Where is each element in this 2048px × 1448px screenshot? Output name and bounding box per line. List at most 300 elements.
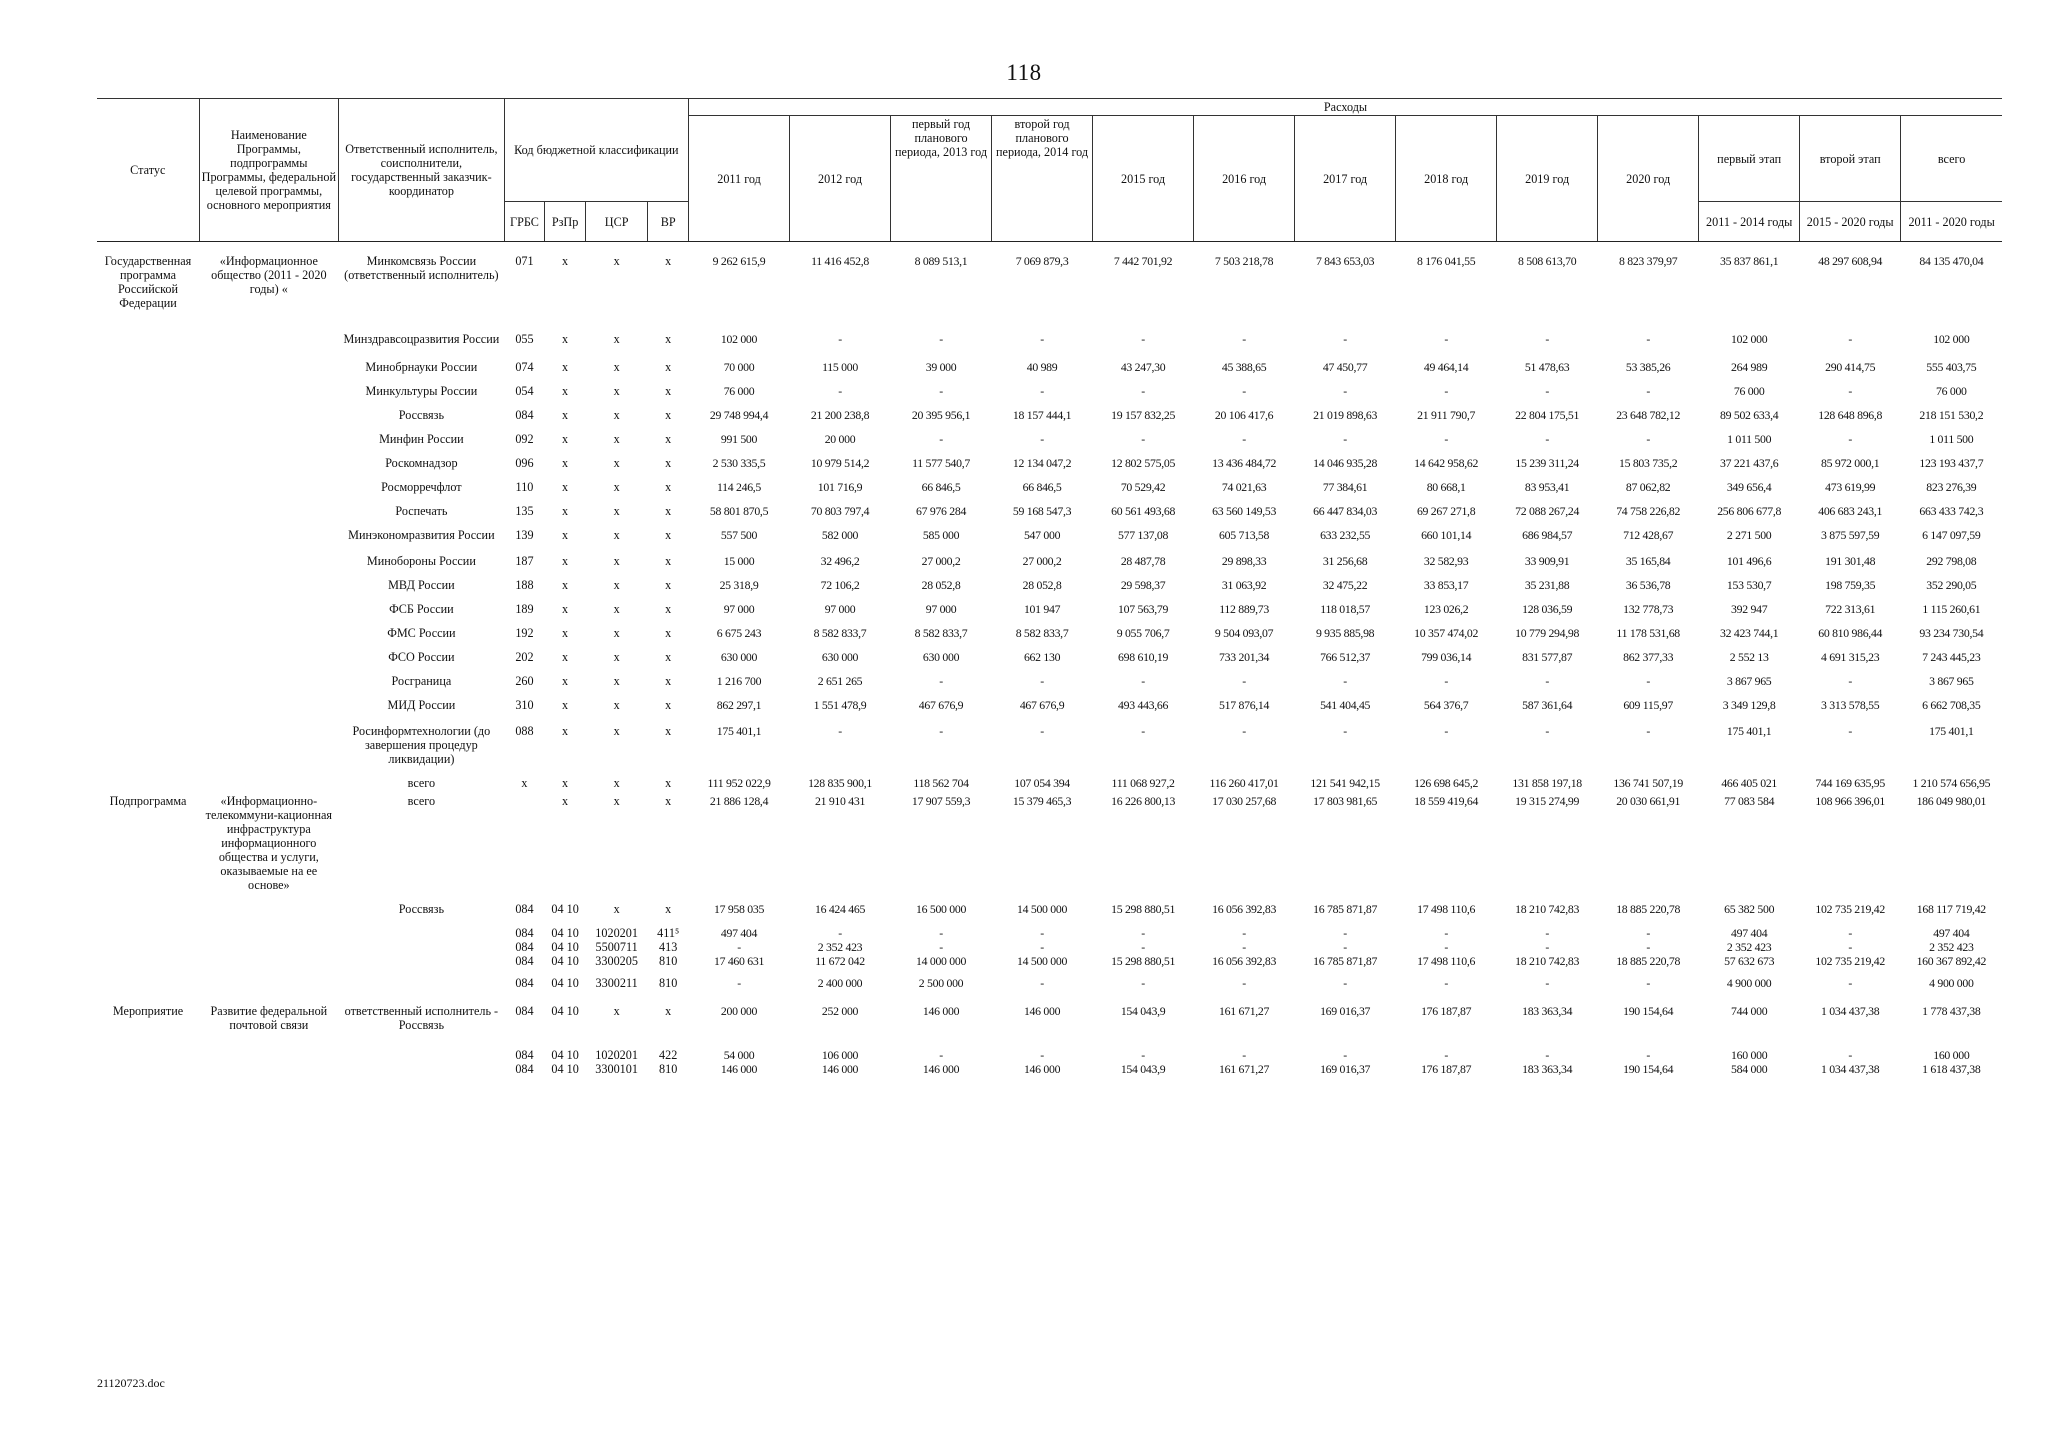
cell-value: 582 000 xyxy=(821,528,859,542)
cell-executor: МИД России xyxy=(387,698,456,712)
cell-rzpr: х xyxy=(562,776,569,790)
header-vr: ВР xyxy=(648,202,689,242)
cell-value: - xyxy=(1040,432,1044,446)
cell-value: 116 260 417,01 xyxy=(1209,776,1279,790)
cell-executor: Россвязь xyxy=(398,902,445,916)
header-year-2019: 2019 год xyxy=(1497,116,1598,242)
cell-value: 85 972 000,1 xyxy=(1821,456,1880,470)
cell-value: 11 178 531,68 xyxy=(1616,626,1680,640)
cell-name xyxy=(199,768,339,792)
cell-status xyxy=(97,570,199,594)
cell-value: 19 157 832,25 xyxy=(1111,408,1176,422)
cell-vr: 810 xyxy=(659,976,678,990)
cell-name xyxy=(199,618,339,642)
cell-value: 991 500 xyxy=(720,432,758,446)
cell-grbs: 084 084 084 xyxy=(515,926,534,968)
cell-value: 497 404 2 352 423 57 632 673 xyxy=(1724,926,1775,968)
cell-value: 16 424 465 xyxy=(814,902,866,916)
cell-name xyxy=(199,496,339,520)
header-year-2014: второй год планового периода, 2014 год xyxy=(992,116,1093,242)
cell-value: 118 562 704 xyxy=(913,776,969,790)
cell-value: - xyxy=(1646,432,1650,446)
cell-grbs: 187 xyxy=(515,554,534,568)
cell-value: 10 357 474,02 xyxy=(1414,626,1479,640)
table-row xyxy=(97,424,2002,448)
cell-name xyxy=(199,472,339,496)
cell-value: 8 582 833,7 xyxy=(813,626,867,640)
cell-executor xyxy=(339,918,505,970)
cell-value: - xyxy=(1141,332,1145,346)
cell-value: 744 169 635,95 xyxy=(1815,776,1885,790)
cell-value: 290 414,75 xyxy=(1825,360,1876,374)
cell-value: 36 536,78 xyxy=(1625,578,1671,592)
cell-value: - xyxy=(1343,384,1347,398)
table-row xyxy=(97,448,2002,472)
cell-value: 4 691 315,23 xyxy=(1821,650,1880,664)
cell-rzpr: х xyxy=(562,650,569,664)
cell-value: 630 000 xyxy=(720,650,758,664)
cell-value: 6 147 097,59 xyxy=(1922,528,1981,542)
cell-value: 392 947 xyxy=(1731,602,1768,616)
cell-value: 662 130 xyxy=(1023,650,1061,664)
cell-value: 21 200 238,8 xyxy=(810,408,870,422)
cell-value: 106 000 146 000 xyxy=(821,1048,859,1076)
cell-value: - xyxy=(1545,332,1549,346)
cell-value: 2 530 335,5 xyxy=(712,456,766,470)
table-row xyxy=(97,544,2002,570)
cell-value: - xyxy=(939,332,943,346)
cell-value: 27 000,2 xyxy=(1022,554,1062,568)
cell-vr: х xyxy=(665,902,672,916)
cell-grbs: 084 xyxy=(515,902,534,916)
cell-value: 14 642 958,62 xyxy=(1414,456,1479,470)
cell-value: 17 030 257,68 xyxy=(1212,794,1277,808)
cell-value: 115 000 xyxy=(822,360,858,374)
cell-value: 23 648 782,12 xyxy=(1616,408,1681,422)
cell-name xyxy=(199,918,339,970)
cell-grbs: 135 xyxy=(515,504,534,518)
cell-value: - xyxy=(1848,332,1853,346)
cell-value: 65 382 500 xyxy=(1724,902,1775,916)
header-budget-code: Код бюджетной классификации xyxy=(504,99,688,202)
cell-rzpr: х xyxy=(562,602,569,616)
cell-grbs: 084 xyxy=(515,408,534,422)
cell-value: 12 134 047,2 xyxy=(1012,456,1072,470)
cell-csr: х xyxy=(613,504,620,518)
cell-value: 102 000 xyxy=(1933,332,1970,346)
table-row xyxy=(97,970,2002,992)
header-year-2017: 2017 год xyxy=(1295,116,1396,242)
cell-value: 18 157 444,1 xyxy=(1012,408,1072,422)
cell-name xyxy=(199,894,339,918)
header-stage-2: второй этап xyxy=(1800,116,1901,202)
cell-value: 48 297 608,94 xyxy=(1818,254,1883,268)
cell-value: 107 054 394 xyxy=(1014,776,1070,790)
cell-value: 686 984,57 xyxy=(1522,528,1573,542)
header-executor: Ответственный исполнитель, соисполнители, государственный заказчик-координатор xyxy=(339,99,505,242)
cell-value: 2 651 265 xyxy=(817,674,863,688)
cell-csr: х xyxy=(613,480,620,494)
cell-executor xyxy=(339,970,505,992)
cell-rzpr: х xyxy=(562,674,569,688)
cell-value: 564 376,7 xyxy=(1423,698,1469,712)
cell-status xyxy=(97,970,199,992)
cell-executor: Минкультуры России xyxy=(365,384,478,398)
cell-rzpr: х xyxy=(562,504,569,518)
cell-executor: всего xyxy=(407,794,436,808)
cell-value: - 183 363,34 xyxy=(1522,1048,1573,1076)
cell-rzpr: х xyxy=(562,408,569,422)
header-csr: ЦСР xyxy=(585,202,647,242)
cell-value: 14 500 000 xyxy=(1017,902,1068,916)
cell-grbs: 310 xyxy=(515,698,534,712)
cell-vr: х xyxy=(665,650,672,664)
cell-value: 191 301,48 xyxy=(1825,554,1876,568)
cell-executor: Минкомсвязь России (ответственный исполнитель) xyxy=(344,254,499,282)
cell-value: 1 011 500 xyxy=(1727,432,1772,446)
cell-value: 76 000 xyxy=(1936,384,1967,398)
table-body xyxy=(97,242,2002,1079)
cell-value: 218 151 530,2 xyxy=(1919,408,1984,422)
cell-value: 200 000 xyxy=(720,1004,758,1018)
cell-value: 497 404 - 17 460 631 xyxy=(713,926,765,968)
cell-value: - xyxy=(939,432,943,446)
cell-value: - xyxy=(1141,976,1145,990)
cell-value: 292 798,08 xyxy=(1926,554,1977,568)
cell-value: 54 000 146 000 xyxy=(720,1048,758,1076)
cell-value: 2 552 13 xyxy=(1729,650,1769,664)
cell-value: - 146 000 xyxy=(922,1048,960,1076)
cell-value: 18 885 220,78 xyxy=(1616,902,1681,916)
cell-value: 32 496,2 xyxy=(820,554,860,568)
cell-value: 35 165,84 xyxy=(1625,554,1671,568)
cell-grbs: 189 xyxy=(515,602,534,616)
cell-value: - 146 000 xyxy=(1023,1048,1061,1076)
cell-status xyxy=(97,690,199,714)
table-row xyxy=(97,618,2002,642)
cell-value: 20 030 661,91 xyxy=(1616,794,1681,808)
cell-status: Государственная программа Российской Федерации xyxy=(104,254,192,310)
header-program-name: Наименование Программы, подпрограммы Программы, федеральной целевой программы, основного мероприятия xyxy=(199,99,339,242)
cell-value: 33 909,91 xyxy=(1524,554,1570,568)
cell-grbs: 084 084 xyxy=(515,1048,534,1076)
cell-value: 47 450,77 xyxy=(1322,360,1368,374)
cell-value: - xyxy=(1040,332,1044,346)
cell-value: - xyxy=(1242,384,1246,398)
cell-vr: х xyxy=(665,360,672,374)
cell-csr: х xyxy=(613,698,620,712)
cell-value: 16 500 000 xyxy=(916,902,967,916)
cell-rzpr: х xyxy=(562,528,569,542)
cell-value: - xyxy=(1343,432,1347,446)
cell-value: 20 000 xyxy=(824,432,856,446)
cell-value: - xyxy=(1545,724,1549,738)
table-row xyxy=(97,666,2002,690)
cell-vr: х xyxy=(665,724,672,738)
cell-name xyxy=(199,312,339,348)
cell-value: 18 210 742,83 xyxy=(1515,902,1580,916)
cell-rzpr: х xyxy=(562,384,569,398)
cell-status: Подпрограмма xyxy=(109,794,187,808)
cell-value: - xyxy=(1242,332,1246,346)
cell-value: - xyxy=(838,332,842,346)
cell-executor: Роспечать xyxy=(395,504,448,518)
cell-value: 43 247,30 xyxy=(1120,360,1166,374)
cell-value: 8 823 379,97 xyxy=(1618,254,1678,268)
cell-value: 633 232,55 xyxy=(1320,528,1371,542)
cell-value: 198 759,35 xyxy=(1825,578,1876,592)
cell-value: 557 500 xyxy=(720,528,758,542)
cell-value: - xyxy=(1646,724,1650,738)
cell-value: - 190 154,64 xyxy=(1623,1048,1674,1076)
cell-value: 77 083 584 xyxy=(1724,794,1775,808)
header-year-2012: 2012 год xyxy=(790,116,891,242)
cell-rzpr: х xyxy=(562,554,569,568)
cell-value: 13 436 484,72 xyxy=(1212,456,1277,470)
cell-value: 160 000 584 000 xyxy=(1731,1048,1768,1076)
cell-value: - 1 034 437,38 xyxy=(1821,1048,1880,1076)
cell-value: 32 475,22 xyxy=(1322,578,1368,592)
table-row xyxy=(97,792,2002,894)
cell-status xyxy=(97,666,199,690)
cell-value: 175 401,1 xyxy=(716,724,762,738)
cell-rzpr: х xyxy=(562,724,569,738)
cell-value: 8 089 513,1 xyxy=(914,254,968,268)
cell-executor: Минобороны России xyxy=(366,554,476,568)
table-row xyxy=(97,918,2002,970)
cell-vr: х xyxy=(665,528,672,542)
table-row xyxy=(97,690,2002,714)
cell-value: 175 401,1 xyxy=(1929,724,1974,738)
cell-rzpr: х xyxy=(562,578,569,592)
cell-executor: Минобрнауки России xyxy=(365,360,478,374)
cell-value: - xyxy=(939,384,943,398)
cell-value: 15 803 735,2 xyxy=(1618,456,1678,470)
header-year-2013: первый год планового периода, 2013 год xyxy=(891,116,992,242)
cell-value: 1 034 437,38 xyxy=(1821,1004,1880,1018)
cell-value: 15 379 465,3 xyxy=(1012,794,1072,808)
cell-vr: х xyxy=(665,332,672,346)
cell-value: 51 478,63 xyxy=(1524,360,1570,374)
cell-value: 160 000 1 618 437,38 xyxy=(1922,1048,1981,1076)
cell-value: 663 433 742,3 xyxy=(1919,504,1984,518)
cell-value: 83 953,41 xyxy=(1524,480,1570,494)
header-rzpr: РзПр xyxy=(545,202,586,242)
cell-value: 1 551 478,9 xyxy=(813,698,867,712)
cell-csr: 1020201 3300101 xyxy=(595,1048,638,1076)
cell-value: 123 026,2 xyxy=(1423,602,1469,616)
cell-value: - xyxy=(1444,976,1448,990)
cell-value: 118 018,57 xyxy=(1320,602,1370,616)
cell-value: 74 758 226,82 xyxy=(1616,504,1681,518)
cell-value: 605 713,58 xyxy=(1219,528,1270,542)
cell-value: 8 508 613,70 xyxy=(1517,254,1577,268)
cell-name: «Информационное общество (2011 - 2020 годы) « xyxy=(211,254,327,296)
cell-grbs: 139 xyxy=(515,528,534,542)
page-number: 118 xyxy=(1006,60,1042,85)
cell-value: 16 056 392,83 xyxy=(1212,902,1277,916)
cell-value: 630 000 xyxy=(922,650,960,664)
header-status: Статус xyxy=(97,99,199,242)
cell-grbs: 084 xyxy=(515,1004,534,1018)
cell-value: - xyxy=(1343,674,1347,688)
cell-value: 58 801 870,5 xyxy=(709,504,769,518)
cell-rzpr: х xyxy=(562,626,569,640)
cell-value: 2 400 000 xyxy=(817,976,863,990)
cell-name: Развитие федеральной почтовой связи xyxy=(210,1004,328,1032)
cell-rzpr: х xyxy=(562,698,569,712)
cell-value: 183 363,34 xyxy=(1522,1004,1573,1018)
cell-value: 349 656,4 xyxy=(1726,480,1772,494)
cell-value: 107 563,79 xyxy=(1118,602,1169,616)
header-year-2016: 2016 год xyxy=(1194,116,1295,242)
cell-value: 467 676,9 xyxy=(918,698,964,712)
table-row xyxy=(97,1034,2002,1078)
table-row xyxy=(97,496,2002,520)
cell-vr: х xyxy=(665,674,672,688)
cell-value: - 176 187,87 xyxy=(1421,1048,1472,1076)
cell-value: 15 298 880,51 xyxy=(1111,902,1176,916)
cell-value: 32 582,93 xyxy=(1423,554,1469,568)
cell-value: 16 785 871,87 xyxy=(1313,902,1378,916)
cell-status xyxy=(97,348,199,376)
cell-value: - xyxy=(1646,384,1650,398)
cell-value: 660 101,14 xyxy=(1421,528,1472,542)
cell-vr: х xyxy=(665,432,672,446)
cell-value: - xyxy=(838,724,842,738)
cell-status xyxy=(97,472,199,496)
cell-value: 352 290,05 xyxy=(1926,578,1977,592)
cell-value: 6 662 708,35 xyxy=(1922,698,1981,712)
cell-value: - xyxy=(1242,674,1246,688)
cell-value: 27 000,2 xyxy=(921,554,961,568)
cell-grbs: 084 xyxy=(515,976,534,990)
table-row xyxy=(97,472,2002,496)
table-row xyxy=(97,894,2002,918)
cell-value: - - 15 298 880,51 xyxy=(1111,926,1176,968)
cell-value: 17 498 110,6 xyxy=(1417,902,1476,916)
cell-csr: х xyxy=(613,1004,620,1018)
cell-value: 1 216 700 xyxy=(716,674,762,688)
cell-value: - - 14 500 000 xyxy=(1017,926,1068,968)
cell-name xyxy=(199,424,339,448)
cell-value: 497 404 2 352 423 160 367 892,42 xyxy=(1916,926,1987,968)
cell-value: - xyxy=(1545,674,1549,688)
cell-value: 9 935 885,98 xyxy=(1315,626,1375,640)
cell-value: 17 958 035 xyxy=(713,902,765,916)
cell-status xyxy=(97,768,199,792)
cell-value: 146 000 xyxy=(922,1004,960,1018)
cell-rzpr: х xyxy=(562,432,569,446)
cell-rzpr: х xyxy=(562,360,569,374)
cell-value: 97 000 xyxy=(925,602,957,616)
cell-grbs: 110 xyxy=(515,480,534,494)
cell-value: 264 989 xyxy=(1731,360,1768,374)
cell-value: 108 966 396,01 xyxy=(1815,794,1885,808)
cell-value: - xyxy=(1040,674,1044,688)
cell-value: 630 000 xyxy=(821,650,859,664)
header-year-2011: 2011 год xyxy=(689,116,790,242)
cell-value: - xyxy=(1141,384,1145,398)
cell-value: - xyxy=(1040,724,1044,738)
cell-value: 29 898,33 xyxy=(1221,554,1267,568)
cell-value: 21 910 431 xyxy=(814,794,866,808)
cell-value: 97 000 xyxy=(723,602,755,616)
cell-value: 799 036,14 xyxy=(1421,650,1472,664)
cell-value: 60 810 986,44 xyxy=(1818,626,1883,640)
cell-value: 80 668,1 xyxy=(1426,480,1466,494)
cell-value: - - 14 000 000 xyxy=(916,926,967,968)
cell-value: - xyxy=(1646,674,1650,688)
cell-value: - - 16 785 871,87 xyxy=(1313,926,1378,968)
cell-grbs: 202 xyxy=(515,650,534,664)
cell-value: 20 106 417,6 xyxy=(1214,408,1274,422)
cell-csr: х xyxy=(613,626,620,640)
cell-value: 698 610,19 xyxy=(1118,650,1169,664)
cell-value: - xyxy=(1848,432,1853,446)
cell-status xyxy=(97,312,199,348)
cell-grbs: 071 xyxy=(515,254,534,268)
cell-value: 28 052,8 xyxy=(1022,578,1062,592)
cell-name xyxy=(199,970,339,992)
cell-status xyxy=(97,400,199,424)
cell-status xyxy=(97,544,199,570)
cell-value: 126 698 645,2 xyxy=(1414,776,1479,790)
cell-value: 128 036,59 xyxy=(1522,602,1573,616)
cell-value: - xyxy=(1343,332,1347,346)
cell-executor: Росинформтехнологии (до завершения процедур ликвидации) xyxy=(352,724,491,766)
cell-value: - xyxy=(1545,976,1549,990)
cell-name xyxy=(199,642,339,666)
cell-value: 32 423 744,1 xyxy=(1720,626,1779,640)
cell-value: 161 671,27 xyxy=(1219,1004,1270,1018)
cell-value: 467 676,9 xyxy=(1019,698,1065,712)
cell-rzpr: х xyxy=(562,332,569,346)
cell-value: 3 313 578,55 xyxy=(1821,698,1880,712)
cell-csr: х xyxy=(613,578,620,592)
cell-value: 577 137,08 xyxy=(1118,528,1169,542)
cell-grbs: 192 xyxy=(515,626,534,640)
cell-value: 70 529,42 xyxy=(1120,480,1166,494)
cell-executor: всего xyxy=(407,776,436,790)
cell-status xyxy=(97,894,199,918)
cell-rzpr: 04 10 xyxy=(551,902,579,916)
cell-value: 473 619,99 xyxy=(1825,480,1876,494)
cell-value: 123 193 437,7 xyxy=(1919,456,1984,470)
cell-value: 175 401,1 xyxy=(1726,724,1772,738)
cell-value: 49 464,14 xyxy=(1423,360,1469,374)
cell-csr: х xyxy=(613,602,620,616)
cell-vr: х xyxy=(665,554,672,568)
cell-value: - xyxy=(1343,724,1347,738)
cell-value: 9 262 615,9 xyxy=(712,254,766,268)
table-row xyxy=(97,594,2002,618)
cell-value: 9 055 706,7 xyxy=(1116,626,1170,640)
cell-csr: х xyxy=(613,650,620,664)
cell-vr: 411⁵ 413 810 xyxy=(657,926,680,968)
cell-value: 70 803 797,4 xyxy=(810,504,870,518)
cell-value: - - 18 210 742,83 xyxy=(1515,926,1580,968)
cell-rzpr: х xyxy=(562,480,569,494)
table-row xyxy=(97,570,2002,594)
cell-value: 74 021,63 xyxy=(1221,480,1267,494)
cell-value: 2 271 500 xyxy=(1726,528,1772,542)
cell-rzpr: х xyxy=(562,456,569,470)
cell-grbs: 188 xyxy=(515,578,534,592)
cell-value: - xyxy=(939,674,943,688)
cell-value: - xyxy=(1444,674,1448,688)
cell-value: - 161 671,27 xyxy=(1219,1048,1270,1076)
